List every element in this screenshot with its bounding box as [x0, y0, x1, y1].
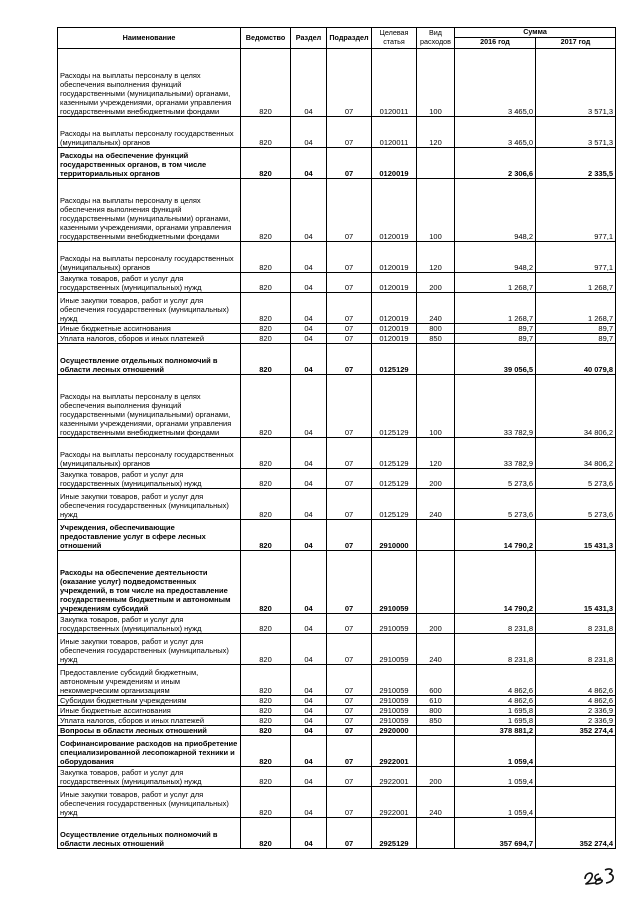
cell-2016: 3 465,0	[455, 48, 536, 116]
cell-section: 04	[291, 292, 327, 323]
cell-section: 04	[291, 705, 327, 715]
cell-subsection: 07	[327, 343, 372, 374]
table-row	[58, 695, 616, 705]
cell-subsection: 07	[327, 292, 372, 323]
cell-2016: 1 059,4	[455, 766, 536, 786]
cell-2016: 89,7	[455, 323, 536, 333]
cell-dept: 820	[241, 735, 291, 766]
cell-dept: 820	[241, 633, 291, 664]
cell-2017: 5 273,6	[536, 468, 616, 488]
cell-target: 2910059	[372, 613, 417, 633]
cell-2016: 14 790,2	[455, 519, 536, 550]
cell-subsection: 07	[327, 715, 372, 725]
cell-2017	[536, 786, 616, 817]
cell-subsection: 07	[327, 147, 372, 178]
cell-target: 2910059	[372, 695, 417, 705]
cell-target: 2910059	[372, 633, 417, 664]
header-section: Раздел	[291, 28, 327, 49]
cell-subsection: 07	[327, 48, 372, 116]
cell-section: 04	[291, 695, 327, 705]
cell-target: 2910059	[372, 550, 417, 613]
cell-name: Расходы на выплаты персоналу в целях обеспечения выполнения функций государственными (муниципальными) органами, казенными учреждениями, органами управления государственными внебюджетными фондами	[58, 48, 241, 116]
table-row	[58, 705, 616, 715]
cell-2016: 8 231,8	[455, 633, 536, 664]
cell-subsection: 07	[327, 664, 372, 695]
cell-2016: 8 231,8	[455, 613, 536, 633]
cell-section: 04	[291, 374, 327, 437]
cell-2016: 1 695,8	[455, 715, 536, 725]
cell-target: 0125129	[372, 468, 417, 488]
cell-2017: 2 335,5	[536, 147, 616, 178]
cell-exp-type: 850	[417, 333, 455, 343]
cell-target: 0125129	[372, 374, 417, 437]
cell-name: Субсидии бюджетным учреждениям	[58, 695, 241, 705]
cell-2017: 3 571,3	[536, 48, 616, 116]
table-row	[58, 715, 616, 725]
cell-section: 04	[291, 550, 327, 613]
cell-target: 2910059	[372, 715, 417, 725]
table-row	[58, 817, 616, 848]
budget-table	[57, 27, 616, 849]
cell-name: Расходы на выплаты персоналу государственных (муниципальных) органов	[58, 241, 241, 272]
cell-section: 04	[291, 323, 327, 333]
cell-exp-type: 800	[417, 705, 455, 715]
cell-target: 0120019	[372, 272, 417, 292]
cell-2017: 2 336,9	[536, 705, 616, 715]
cell-2017: 5 273,6	[536, 488, 616, 519]
cell-name: Расходы на выплаты персоналу в целях обеспечения выполнения функций государственными (муниципальными) органами, казенными учреждениями, органами управления государственными внебюджетными фондами	[58, 374, 241, 437]
cell-name: Осуществление отдельных полномочий в области лесных отношений	[58, 817, 241, 848]
cell-exp-type: 240	[417, 633, 455, 664]
table-row	[58, 241, 616, 272]
cell-2017: 15 431,3	[536, 519, 616, 550]
cell-dept: 820	[241, 664, 291, 695]
cell-2016: 89,7	[455, 333, 536, 343]
cell-target: 0125129	[372, 437, 417, 468]
cell-dept: 820	[241, 725, 291, 735]
cell-section: 04	[291, 613, 327, 633]
cell-target: 2920000	[372, 725, 417, 735]
cell-2017: 977,1	[536, 178, 616, 241]
cell-2017: 977,1	[536, 241, 616, 272]
cell-section: 04	[291, 786, 327, 817]
table-row	[58, 48, 616, 116]
cell-exp-type: 240	[417, 488, 455, 519]
table-row	[58, 343, 616, 374]
cell-name: Иные бюджетные ассигнования	[58, 705, 241, 715]
cell-section: 04	[291, 272, 327, 292]
cell-section: 04	[291, 817, 327, 848]
cell-section: 04	[291, 664, 327, 695]
cell-section: 04	[291, 48, 327, 116]
cell-name: Закупка товаров, работ и услуг для государственных (муниципальных) нужд	[58, 613, 241, 633]
header-dept: Ведомство	[241, 28, 291, 49]
cell-target: 2922001	[372, 766, 417, 786]
cell-name: Расходы на выплаты персоналу государственных (муниципальных) органов	[58, 437, 241, 468]
cell-dept: 820	[241, 715, 291, 725]
cell-dept: 820	[241, 519, 291, 550]
header-2017: 2017 год	[536, 37, 616, 48]
cell-subsection: 07	[327, 488, 372, 519]
cell-target: 0120019	[372, 147, 417, 178]
cell-name: Предоставление субсидий бюджетным, автономным учреждениям и иным некоммерческим организациям	[58, 664, 241, 695]
header-name: Наименование	[58, 28, 241, 49]
cell-exp-type	[417, 735, 455, 766]
cell-subsection: 07	[327, 735, 372, 766]
cell-dept: 820	[241, 323, 291, 333]
cell-name: Уплата налогов, сборов и иных платежей	[58, 333, 241, 343]
table-row	[58, 633, 616, 664]
cell-subsection: 07	[327, 766, 372, 786]
cell-2016: 948,2	[455, 178, 536, 241]
cell-2017: 8 231,8	[536, 633, 616, 664]
cell-subsection: 07	[327, 817, 372, 848]
cell-subsection: 07	[327, 613, 372, 633]
table-body	[58, 48, 616, 848]
cell-dept: 820	[241, 488, 291, 519]
cell-section: 04	[291, 116, 327, 147]
cell-section: 04	[291, 519, 327, 550]
cell-section: 04	[291, 488, 327, 519]
cell-2017	[536, 735, 616, 766]
page-number-handwritten	[582, 862, 618, 888]
cell-2016: 14 790,2	[455, 550, 536, 613]
cell-exp-type: 240	[417, 786, 455, 817]
cell-exp-type: 200	[417, 272, 455, 292]
cell-exp-type: 850	[417, 715, 455, 725]
cell-target: 0120019	[372, 241, 417, 272]
cell-2017: 89,7	[536, 323, 616, 333]
cell-exp-type: 100	[417, 178, 455, 241]
table-row	[58, 333, 616, 343]
cell-subsection: 07	[327, 725, 372, 735]
cell-section: 04	[291, 468, 327, 488]
cell-2017: 352 274,4	[536, 817, 616, 848]
cell-name: Учреждения, обеспечивающие предоставление услуг в сфере лесных отношений	[58, 519, 241, 550]
cell-exp-type: 200	[417, 613, 455, 633]
cell-name: Закупка товаров, работ и услуг для государственных (муниципальных) нужд	[58, 468, 241, 488]
table-row	[58, 178, 616, 241]
cell-exp-type: 800	[417, 323, 455, 333]
cell-subsection: 07	[327, 437, 372, 468]
table-header	[58, 28, 616, 49]
cell-section: 04	[291, 725, 327, 735]
cell-target: 2910000	[372, 519, 417, 550]
cell-section: 04	[291, 147, 327, 178]
cell-2016: 1 268,7	[455, 272, 536, 292]
cell-dept: 820	[241, 343, 291, 374]
cell-dept: 820	[241, 468, 291, 488]
cell-2016: 357 694,7	[455, 817, 536, 848]
cell-2016: 1 268,7	[455, 292, 536, 323]
cell-2016: 2 306,6	[455, 147, 536, 178]
cell-section: 04	[291, 735, 327, 766]
cell-name: Расходы на выплаты персоналу в целях обеспечения выполнения функций государственными (муниципальными) органами, казенными учреждениями, органами управления государственными внебюджетными фондами	[58, 178, 241, 241]
table-row	[58, 116, 616, 147]
cell-exp-type	[417, 343, 455, 374]
cell-2017: 3 571,3	[536, 116, 616, 147]
cell-exp-type: 200	[417, 766, 455, 786]
cell-exp-type: 200	[417, 468, 455, 488]
cell-name: Закупка товаров, работ и услуг для государственных (муниципальных) нужд	[58, 766, 241, 786]
table-row	[58, 550, 616, 613]
cell-dept: 820	[241, 695, 291, 705]
cell-name: Расходы на обеспечение деятельности (оказание услуг) подведомственных учреждений, в том числе на предоставление государственным бюджетным и автономным учреждениям субсидий	[58, 550, 241, 613]
table-row	[58, 488, 616, 519]
cell-subsection: 07	[327, 333, 372, 343]
cell-subsection: 07	[327, 272, 372, 292]
cell-exp-type: 600	[417, 664, 455, 695]
cell-2017: 4 862,6	[536, 664, 616, 695]
table-row	[58, 786, 616, 817]
cell-2017: 4 862,6	[536, 695, 616, 705]
cell-2017: 34 806,2	[536, 374, 616, 437]
cell-subsection: 07	[327, 241, 372, 272]
cell-subsection: 07	[327, 786, 372, 817]
table-row	[58, 766, 616, 786]
cell-name: Иные закупки товаров, работ и услуг для обеспечения государственных (муниципальных) нужд	[58, 292, 241, 323]
cell-dept: 820	[241, 116, 291, 147]
cell-dept: 820	[241, 766, 291, 786]
cell-subsection: 07	[327, 374, 372, 437]
cell-2016: 3 465,0	[455, 116, 536, 147]
cell-name: Закупка товаров, работ и услуг для государственных (муниципальных) нужд	[58, 272, 241, 292]
header-target: Целевая статья	[372, 28, 417, 49]
cell-dept: 820	[241, 374, 291, 437]
cell-exp-type: 100	[417, 374, 455, 437]
cell-subsection: 07	[327, 468, 372, 488]
table-row	[58, 292, 616, 323]
cell-dept: 820	[241, 437, 291, 468]
cell-target: 2922001	[372, 786, 417, 817]
table-row	[58, 725, 616, 735]
cell-2016: 948,2	[455, 241, 536, 272]
cell-exp-type	[417, 817, 455, 848]
cell-subsection: 07	[327, 633, 372, 664]
cell-name: Софинансирование расходов на приобретение специализированной лесопожарной техники и оборудования	[58, 735, 241, 766]
cell-exp-type	[417, 725, 455, 735]
header-sum: Сумма	[455, 28, 616, 38]
cell-dept: 820	[241, 48, 291, 116]
table-row	[58, 735, 616, 766]
cell-exp-type: 120	[417, 116, 455, 147]
cell-section: 04	[291, 343, 327, 374]
header-subsection: Подраздел	[327, 28, 372, 49]
table-row	[58, 374, 616, 437]
table-row	[58, 437, 616, 468]
cell-subsection: 07	[327, 519, 372, 550]
cell-dept: 820	[241, 272, 291, 292]
cell-dept: 820	[241, 550, 291, 613]
cell-name: Расходы на обеспечение функций государственных органов, в том числе территориальных органов	[58, 147, 241, 178]
cell-2016: 1 695,8	[455, 705, 536, 715]
table-row	[58, 147, 616, 178]
header-exp-type: Вид расходов	[417, 28, 455, 49]
cell-2017: 8 231,8	[536, 613, 616, 633]
table-row	[58, 519, 616, 550]
cell-target: 0125129	[372, 343, 417, 374]
cell-exp-type	[417, 550, 455, 613]
cell-section: 04	[291, 241, 327, 272]
cell-2017: 34 806,2	[536, 437, 616, 468]
cell-2017: 1 268,7	[536, 272, 616, 292]
cell-dept: 820	[241, 817, 291, 848]
cell-exp-type: 240	[417, 292, 455, 323]
cell-dept: 820	[241, 241, 291, 272]
cell-name: Осуществление отдельных полномочий в области лесных отношений	[58, 343, 241, 374]
cell-name: Иные закупки товаров, работ и услуг для обеспечения государственных (муниципальных) нужд	[58, 786, 241, 817]
cell-target: 2922001	[372, 735, 417, 766]
cell-2017: 2 336,9	[536, 715, 616, 725]
cell-target: 0120011	[372, 48, 417, 116]
header-2016: 2016 год	[455, 37, 536, 48]
cell-target: 0120019	[372, 323, 417, 333]
cell-2017: 15 431,3	[536, 550, 616, 613]
cell-target: 0120011	[372, 116, 417, 147]
cell-name: Вопросы в области лесных отношений	[58, 725, 241, 735]
cell-2017: 89,7	[536, 333, 616, 343]
cell-subsection: 07	[327, 178, 372, 241]
cell-name: Иные закупки товаров, работ и услуг для обеспечения государственных (муниципальных) нужд	[58, 633, 241, 664]
cell-target: 0125129	[372, 488, 417, 519]
cell-section: 04	[291, 178, 327, 241]
table-row	[58, 468, 616, 488]
cell-2017: 1 268,7	[536, 292, 616, 323]
cell-dept: 820	[241, 178, 291, 241]
cell-dept: 820	[241, 292, 291, 323]
cell-section: 04	[291, 715, 327, 725]
cell-target: 0120019	[372, 178, 417, 241]
cell-name: Уплата налогов, сборов и иных платежей	[58, 715, 241, 725]
cell-2016: 4 862,6	[455, 695, 536, 705]
cell-2016: 33 782,9	[455, 437, 536, 468]
cell-2016: 4 862,6	[455, 664, 536, 695]
cell-exp-type: 100	[417, 48, 455, 116]
cell-subsection: 07	[327, 550, 372, 613]
cell-dept: 820	[241, 613, 291, 633]
cell-exp-type	[417, 519, 455, 550]
cell-2016: 39 056,5	[455, 343, 536, 374]
cell-2017: 352 274,4	[536, 725, 616, 735]
cell-name: Иные бюджетные ассигнования	[58, 323, 241, 333]
table-row	[58, 664, 616, 695]
table-row	[58, 272, 616, 292]
cell-2016: 33 782,9	[455, 374, 536, 437]
cell-name: Расходы на выплаты персоналу государственных (муниципальных) органов	[58, 116, 241, 147]
cell-2016: 5 273,6	[455, 488, 536, 519]
cell-section: 04	[291, 766, 327, 786]
cell-2016: 1 059,4	[455, 786, 536, 817]
cell-target: 2910059	[372, 664, 417, 695]
cell-dept: 820	[241, 333, 291, 343]
cell-2016: 5 273,6	[455, 468, 536, 488]
cell-section: 04	[291, 437, 327, 468]
cell-2016: 378 881,2	[455, 725, 536, 735]
cell-subsection: 07	[327, 116, 372, 147]
cell-target: 0120019	[372, 333, 417, 343]
cell-exp-type: 610	[417, 695, 455, 705]
cell-exp-type: 120	[417, 241, 455, 272]
cell-2017: 40 079,8	[536, 343, 616, 374]
table-row	[58, 613, 616, 633]
table-row	[58, 323, 616, 333]
cell-target: 2925129	[372, 817, 417, 848]
cell-exp-type	[417, 147, 455, 178]
cell-dept: 820	[241, 705, 291, 715]
cell-subsection: 07	[327, 695, 372, 705]
cell-subsection: 07	[327, 323, 372, 333]
cell-2016: 1 059,4	[455, 735, 536, 766]
cell-subsection: 07	[327, 705, 372, 715]
cell-section: 04	[291, 633, 327, 664]
cell-target: 2910059	[372, 705, 417, 715]
cell-dept: 820	[241, 147, 291, 178]
cell-target: 0120019	[372, 292, 417, 323]
cell-2017	[536, 766, 616, 786]
cell-name: Иные закупки товаров, работ и услуг для обеспечения государственных (муниципальных) нужд	[58, 488, 241, 519]
cell-exp-type: 120	[417, 437, 455, 468]
cell-section: 04	[291, 333, 327, 343]
cell-dept: 820	[241, 786, 291, 817]
